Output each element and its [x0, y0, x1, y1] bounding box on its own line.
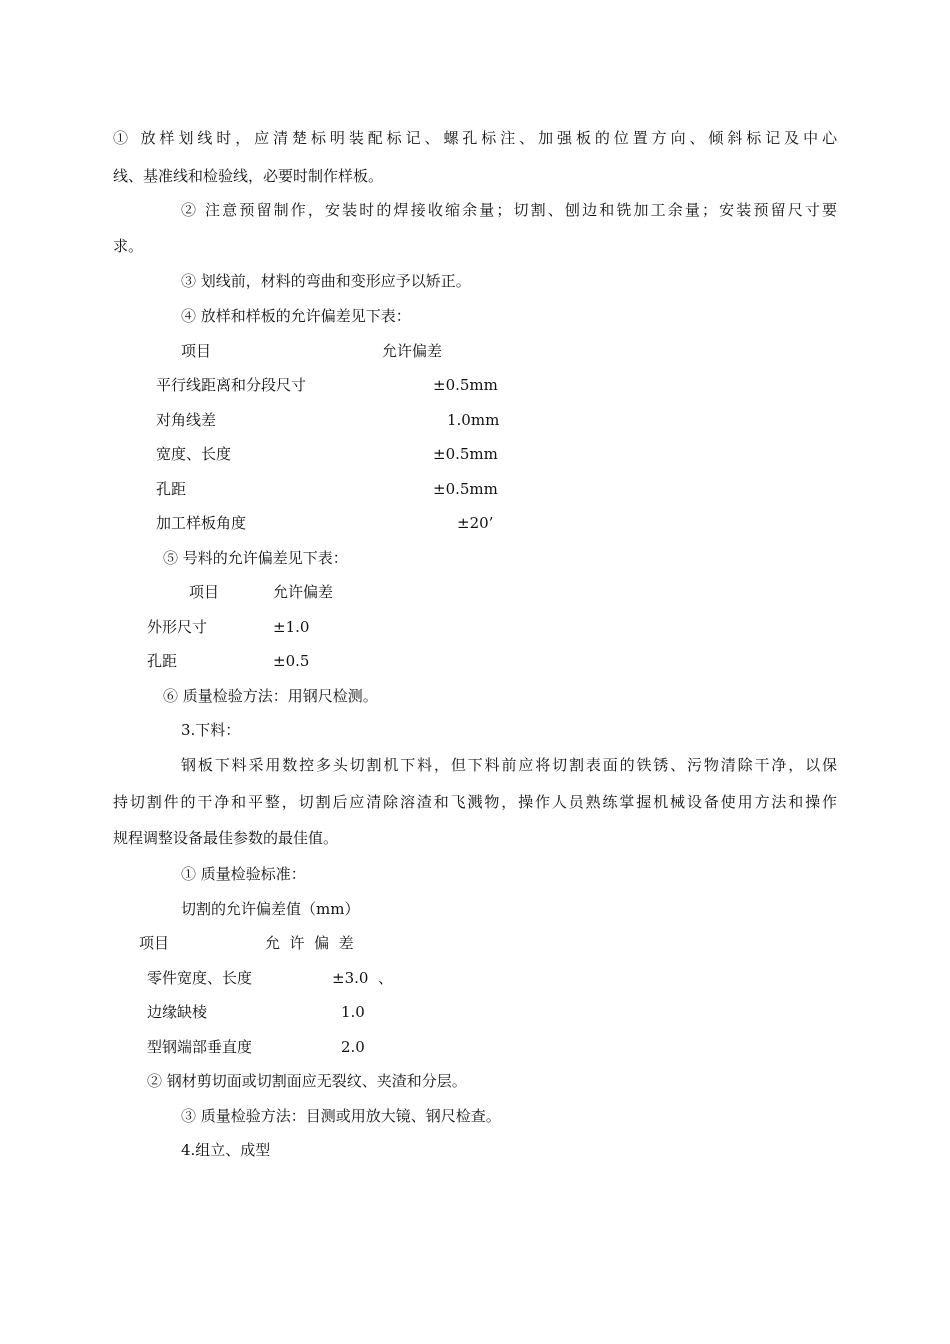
table-1-row-item: 孔距: [156, 480, 187, 498]
table-1-row-tolerance: ±0.5mm: [433, 445, 498, 463]
table-3-header-tolerance: 允 许 偏 差: [265, 934, 354, 952]
section-3-para-line-3: 规程调整设备最佳参数的最佳值。: [113, 829, 339, 847]
table-3-row-tolerance: 2.0: [341, 1038, 365, 1056]
table-1-header-item: 项目: [181, 342, 212, 360]
table-1-row-tolerance: ±0.5mm: [433, 480, 498, 498]
table-3-row-tolerance: 1.0: [341, 1003, 365, 1021]
section-3-item-1: ① 质量检验标准：: [181, 865, 306, 883]
table-2-row-item: 孔距: [147, 652, 178, 670]
table-3-row-tolerance: ±3.0 、: [332, 969, 393, 987]
section-3-para-line-2: 持切割件的干净和平整，切割后应清除溶渣和飞溅物，操作人员熟练掌握机械设备使用方法和操作: [113, 793, 837, 811]
table-3-header-item: 项目: [139, 934, 170, 952]
item-3: ③ 划线前，材料的弯曲和变形应予以矫正。: [181, 272, 471, 290]
table-3-row-item: 型钢端部垂直度: [147, 1038, 253, 1056]
table-3-title: 切割的允许偏差值（mm）: [181, 900, 360, 918]
table-2-header-tolerance: 允许偏差: [273, 583, 334, 601]
item-1-line-2: 线、基准线和检验线，必要时制作样板。: [113, 167, 384, 185]
table-1-row-item: 平行线距离和分段尺寸: [156, 376, 307, 394]
table-1-row-item: 宽度、长度: [156, 445, 232, 463]
table-3-row-item: 边缘缺棱: [147, 1003, 208, 1021]
item-2-line-2: 求。: [113, 237, 144, 255]
table-2-row-tolerance: ±1.0: [273, 618, 310, 636]
item-6: ⑥ 质量检验方法：用钢尺检测。: [163, 687, 378, 705]
table-1-header-tolerance: 允许偏差: [382, 342, 443, 360]
table-1-row-item: 加工样板角度: [156, 514, 247, 532]
item-4: ④ 放样和样板的允许偏差见下表：: [181, 307, 411, 325]
table-1-row-tolerance: ±20’: [457, 514, 494, 532]
table-3-row-item: 零件宽度、长度: [147, 969, 253, 987]
table-2-header-item: 项目: [189, 583, 220, 601]
section-3-para-line-1: 钢板下料采用数控多头切割机下料，但下料前应将切割表面的铁锈、污物清除干净，以保: [181, 756, 837, 774]
table-1-row-item: 对角线差: [156, 411, 217, 429]
table-1-row-tolerance: 1.0mm: [447, 411, 500, 429]
table-2-row-tolerance: ±0.5: [273, 652, 310, 670]
section-3-item-3: ③ 质量检验方法：目测或用放大镜、钢尺检查。: [181, 1107, 501, 1125]
table-1-row-tolerance: ±0.5mm: [433, 376, 498, 394]
section-3-item-2: ② 钢材剪切面或切割面应无裂纹、夹渣和分层。: [147, 1072, 467, 1090]
item-1-line-1: ① 放样划线时，应清楚标明装配标记、螺孔标注、加强板的位置方向、倾斜标记及中心: [113, 129, 837, 147]
section-3-heading: 3.下料：: [181, 721, 241, 739]
item-5: ⑤ 号料的允许偏差见下表：: [163, 549, 348, 567]
table-2-row-item: 外形尺寸: [147, 618, 208, 636]
item-2-line-1: ② 注意预留制作，安装时的焊接收缩余量；切割、刨边和铣加工余量；安装预留尺寸要: [181, 201, 837, 219]
section-4-heading: 4.组立、成型: [181, 1141, 271, 1159]
